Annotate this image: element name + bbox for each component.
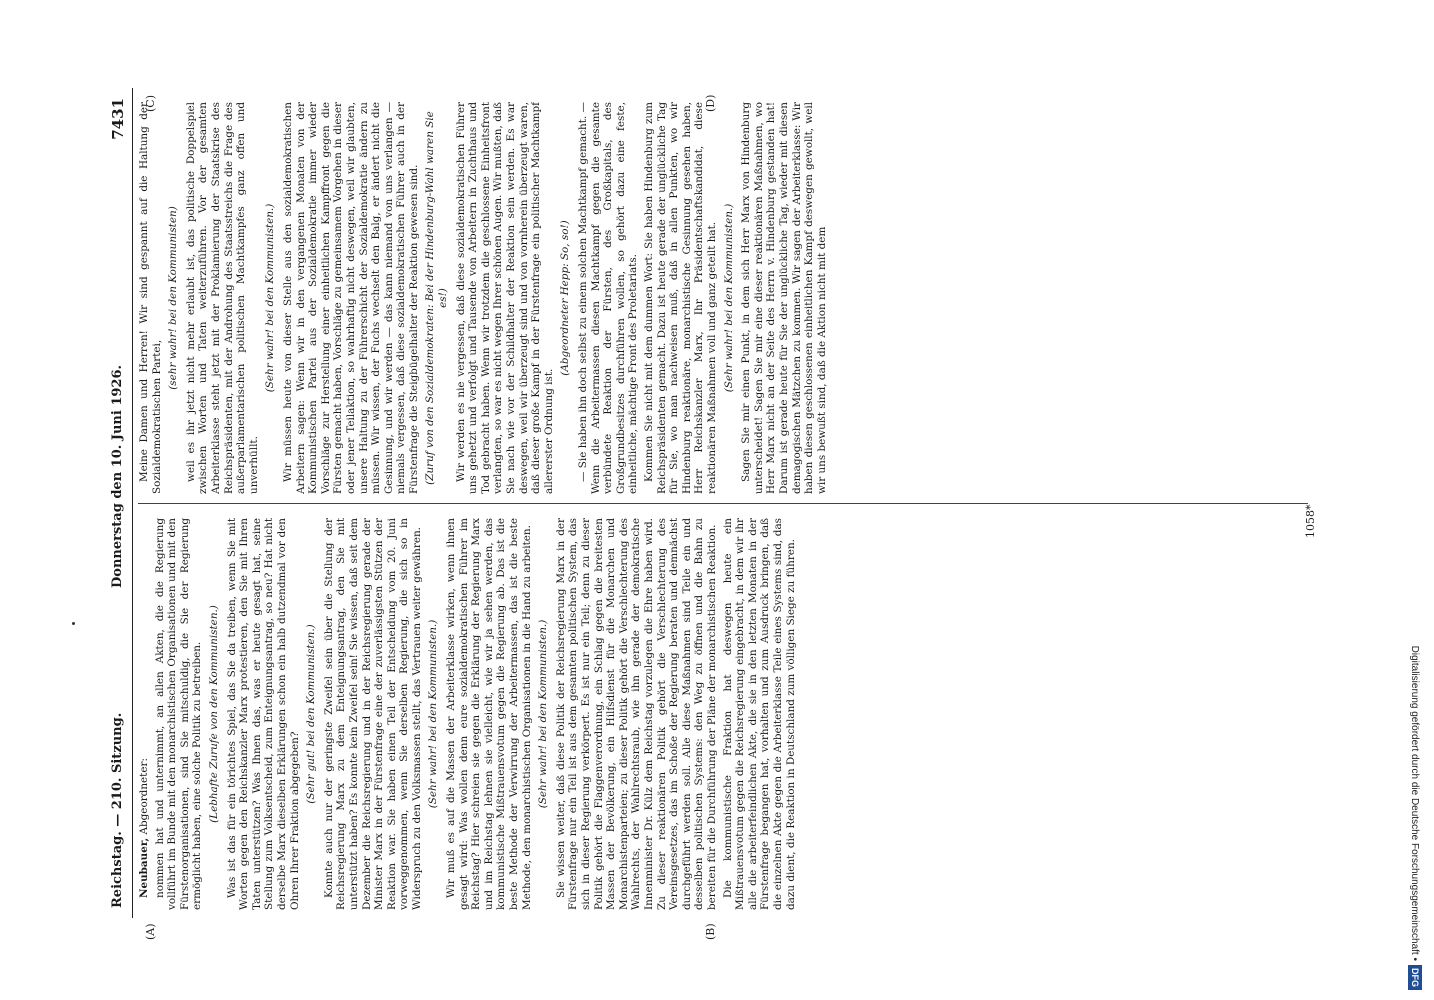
paragraph: Was ist das für ein törichtes Spiel, das Sie da treiben, wenn Sie mit Worten gegen den Reichskanzler Marx protestieren, den Sie mit Ihren Taten unterstützen? Was Ihnen das, was er heute gesagt hat, seine Stellung zum Volksentscheid, zum Enteignungsantrag, so neu? Hat nicht derselbe Marx dieselben Erklärungen schon ein halb dutzendmal vor den Ohren Ihrer Fraktion abgegeben? (225, 518, 301, 910)
paragraph: Wir müssen heute von dieser Stelle aus den sozialdemokratischen Arbeitern sagen: Wenn wir in den vergangenen Monaten von der Kommunistischen Partei aus der Sozialdemokratie immer wieder Vorschläge zur Herstellung einer einheitlichen Kampffront gegen die Fürsten gemacht haben, Vorschläge zu gemeinsamem Vorgehen in dieser oder jener Teilaktion, so wahrhaftig nicht deswegen, weil wir glaubten, unsere Haltung zu der Führerschicht der Sozialdemokratie ändern zu müssen. Wir wissen, der Fuchs wechselt den Balg, er ändert nicht die Gesinnung, und wir werden — das kann niemand von uns verlangen — niemals vergessen, daß diese sozialdemokratischen Führer auch in der Fürstenfrage die Steigbügelhalter der Reaktion gewesen sind. (281, 102, 420, 494)
interjection: (sehr wahr! bei den Kommunisten) (167, 206, 180, 390)
interjection: (Zuruf von den Sozialdemokraten: Bei der Hindenburg-Wahl waren Sie es!) (424, 111, 450, 485)
scanned-page (104, 88, 1324, 940)
credit-text: Digitalisierung gefördert durch die Deutsche Forschungsgemeinschaft • (1409, 645, 1420, 961)
interjection: (Sehr wahr! bei den Kommunisten.) (722, 203, 735, 393)
dfg-logo: DFG (1408, 965, 1422, 990)
paragraph: Kommen Sie nicht mit dem dummen Wort: Sie haben Hindenburg zum Reichspräsidenten gemacht. Dazu ist heute gerade der unglückliche Tag für Sie, wo man nachweisen muß, daß in allen Punkten, wo wir Hindenburg reaktionäre, monarchistische Gesinnung gesehen haben, Herr Reichskanzler Marx, Ihr Präsidentschaftskandidat, diese reaktionären Maßnahmen voll und ganz geteilt hat. (642, 102, 718, 494)
header-session: Reichstag. — 210. Sitzung. (110, 712, 125, 908)
margin-mark-a: (A) (144, 923, 157, 940)
left-column (138, 518, 1308, 910)
interjection: (Sehr gut! bei den Kommunisten.) (305, 624, 318, 804)
interjection: (Sehr wahr! bei den Kommunisten.) (264, 203, 277, 393)
page-content (104, 88, 1324, 940)
interjection: (Lebhafte Zurufe von den Kommunisten.) (207, 605, 220, 823)
paragraph: Wir muß es auf die Massen der Arbeiterklasse wirken, wenn ihnen gesagt wird: Was wollen denn eure sozialdemokratischen Führer im Reichstag? Hier schreien sie gegen die Erklärung der Regierung Marx und im Reichstag lehnen sie vielleicht, wie wir ja sehen werden, das kommunistische Mißtrauensvotum gegen die Regierung ab. Das ist die beste Methode der Verwirrung der Arbeitermassen, das ist die beste Methode, den monarchistischen Organisationen in die Hand zu arbeiten. (445, 518, 533, 910)
paragraph: Die kommunistische Fraktion hat deswegen heute ein Mißtrauensvotum gegen die Reichsregierung eingebracht, in dem wir ihr alle die arbeiterfeindlichen Akte, die sie in den letzten Monaten in der Fürstenfrage begangen hat, vorhalten und zum Ausdruck bringen, daß die einzelnen Akte gegen die Arbeiterklasse Teile eines Systems sind, das dazu dient, die Reaktion in Deutschland zum völligen Siege zu führen. (721, 518, 797, 910)
margin-mark-b: (B) (704, 923, 717, 940)
credit-text-wrapper (1402, 10, 1426, 990)
paragraph: weil es ihr jetzt nicht mehr erlaubt ist, das politische Doppelspiel zwischen Worten und Taten weiterzuführen. Vor der gesamten Arbeiterklasse steht jetzt mit der Proklamierung der Staatskrise des Reichspräsidenten, mit der Androhung des Staatsstreichs die Frage des außerparlamentarischen politischen Machtkampfes ganz offen und unverhüllt. (184, 102, 260, 494)
paragraph: Sagen Sie mir einen Punkt, in dem sich Herr Marx von Hindenburg unterscheidet! Sagen Sie mir eine dieser reaktionären Maßnahmen, wo Herr Marx nicht an der Seite des Herrn v. Hindenburg gestanden hat! Darum ist gerade heute für Sie der unglückliche Tag, wieder mit diesen demagogischen Mätzchen zu kommen. Wir sagen der Arbeiterklasse: Wir haben diesen geschlossenen einheitlichen Kampf deswegen gewollt, weil wir uns bewußt sind, daß die Aktion nicht mit dem (740, 102, 828, 494)
paragraph: Meine Damen und Herren! Wir sind gespannt auf die Haltung der Sozialdemokratischen Partei, (138, 102, 163, 494)
speaker-role: Abgeordneter: (138, 758, 150, 835)
right-column (138, 102, 1308, 494)
header-rule (132, 88, 133, 918)
paragraph: nommen hat und unternimmt, an allen Akten, die die Regierung vollführt im Bunde mit den monarchistischen Organisationen und mit den Fürstenorganisationen, sind Sie mitschuldig, die Sie der Regierung ermöglicht haben, eine solche Politik zu betreiben. (153, 518, 204, 910)
paragraph: Sie wissen weiter, daß diese Politik der Reichsregierung Marx in der Fürstenfrage nur ein Teil ist aus dem gesamten politischen System, das sich in dieser Regierung verkörpert. Es ist nur ein Teil; denn zu dieser Politik gehört die Flaggenverordnung, ein Schlag gegen die breitesten Massen der Bevölkerung, ein Hilfsdienst für die Monarchen und Monarchistenparteien; zu dieser Politik gehört die Verschlechterung des Wahlrechts, der Wahlrechtsraub, wie ihn gerade der demokratische Innenminister Dr. Külz dem Reichstag vorzulegen die Ehre haben wird. Zu dieser reaktionären Politik gehört die Verschlechterung des Vereinsgesetzes, das im Schoße der Regierung beraten und demnächst durchgeführt werden soll. Alle diese Maßnahmen sind Teile ein und desselben politischen Systems: den Weg zu öffnen und die Bahn zu bereiten für die Durchführung der Pläne der monarchistischen Reaktion. (554, 518, 718, 910)
interjection: (Sehr wahr! bei den Kommunisten.) (427, 619, 440, 809)
digitisation-credit (1406, 10, 1430, 990)
speaker-name: Neubauer, (138, 837, 150, 898)
scan-speck (72, 622, 75, 625)
paragraph: Konnte auch nur der geringste Zweifel sein über die Stellung der Reichsregierung Marx zu dem Enteignungsantrag, den Sie mit unterstützt haben? Es konnte kein Zweifel sein! Sie wissen, daß seit dem Dezember die Reichsregierung und in der Reichsregierung gerade der Minister Marx in der Fürstenfrage eine der zuverlässigsten Stützen der Reaktion war. Sie haben einen Teil der Entscheidung vom 20. Juni vorweggenommen, wenn Sie derselben Regierung, die sich so in Widerspruch zu den Volksmassen stellt, das Vertrauen weiter gewähren. (322, 518, 423, 910)
paragraph (138, 518, 151, 910)
paragraph: Wir werden es nie vergessen, daß diese sozialdemokratischen Führer uns gehetzt und verfolgt und Tausende von Arbeitern in Zuchthaus und Tod gebracht haben. Wenn wir trotzdem die geschlossene Einheitsfront verlangten, so war es nicht wegen Ihrer schönen Augen. Wir mußten, daß Sie nach wie vor der Schildhalter der Reaktion sein werden. Es war deswegen, weil wir überzeugt sind und von vornherein überzeugt waren, daß dieser große Kampf in der Fürstenfrage ein politischer Machtkampf allererster Ordnung ist. (454, 102, 555, 494)
column-divider (138, 503, 1308, 504)
page-header (104, 88, 132, 918)
paragraph: — Sie haben ihn doch selbst zu einem solchen Machtkampf gemacht. — Wenn die Arbeitermassen diesen Machtkampf gegen die gesamte verbündete Reaktion der Fürsten, des Großkapitals, des Großgrundbesitzes durchführen wollen, so gehört dazu eine feste, einheitliche, mächtige Front des Proletariats. (577, 102, 640, 494)
margin-mark-c: (C) (144, 95, 157, 112)
page-footer: 1058* (1304, 504, 1317, 538)
margin-mark-d: (D) (704, 94, 717, 112)
page-number: 7431 (109, 98, 127, 140)
interjection: (Abgeordneter Hepp: So, so!) (559, 220, 572, 376)
interjection: (Sehr wahr! bei den Kommunisten.) (537, 619, 550, 809)
header-date: Donnerstag den 10. Juni 1926. (110, 364, 125, 588)
